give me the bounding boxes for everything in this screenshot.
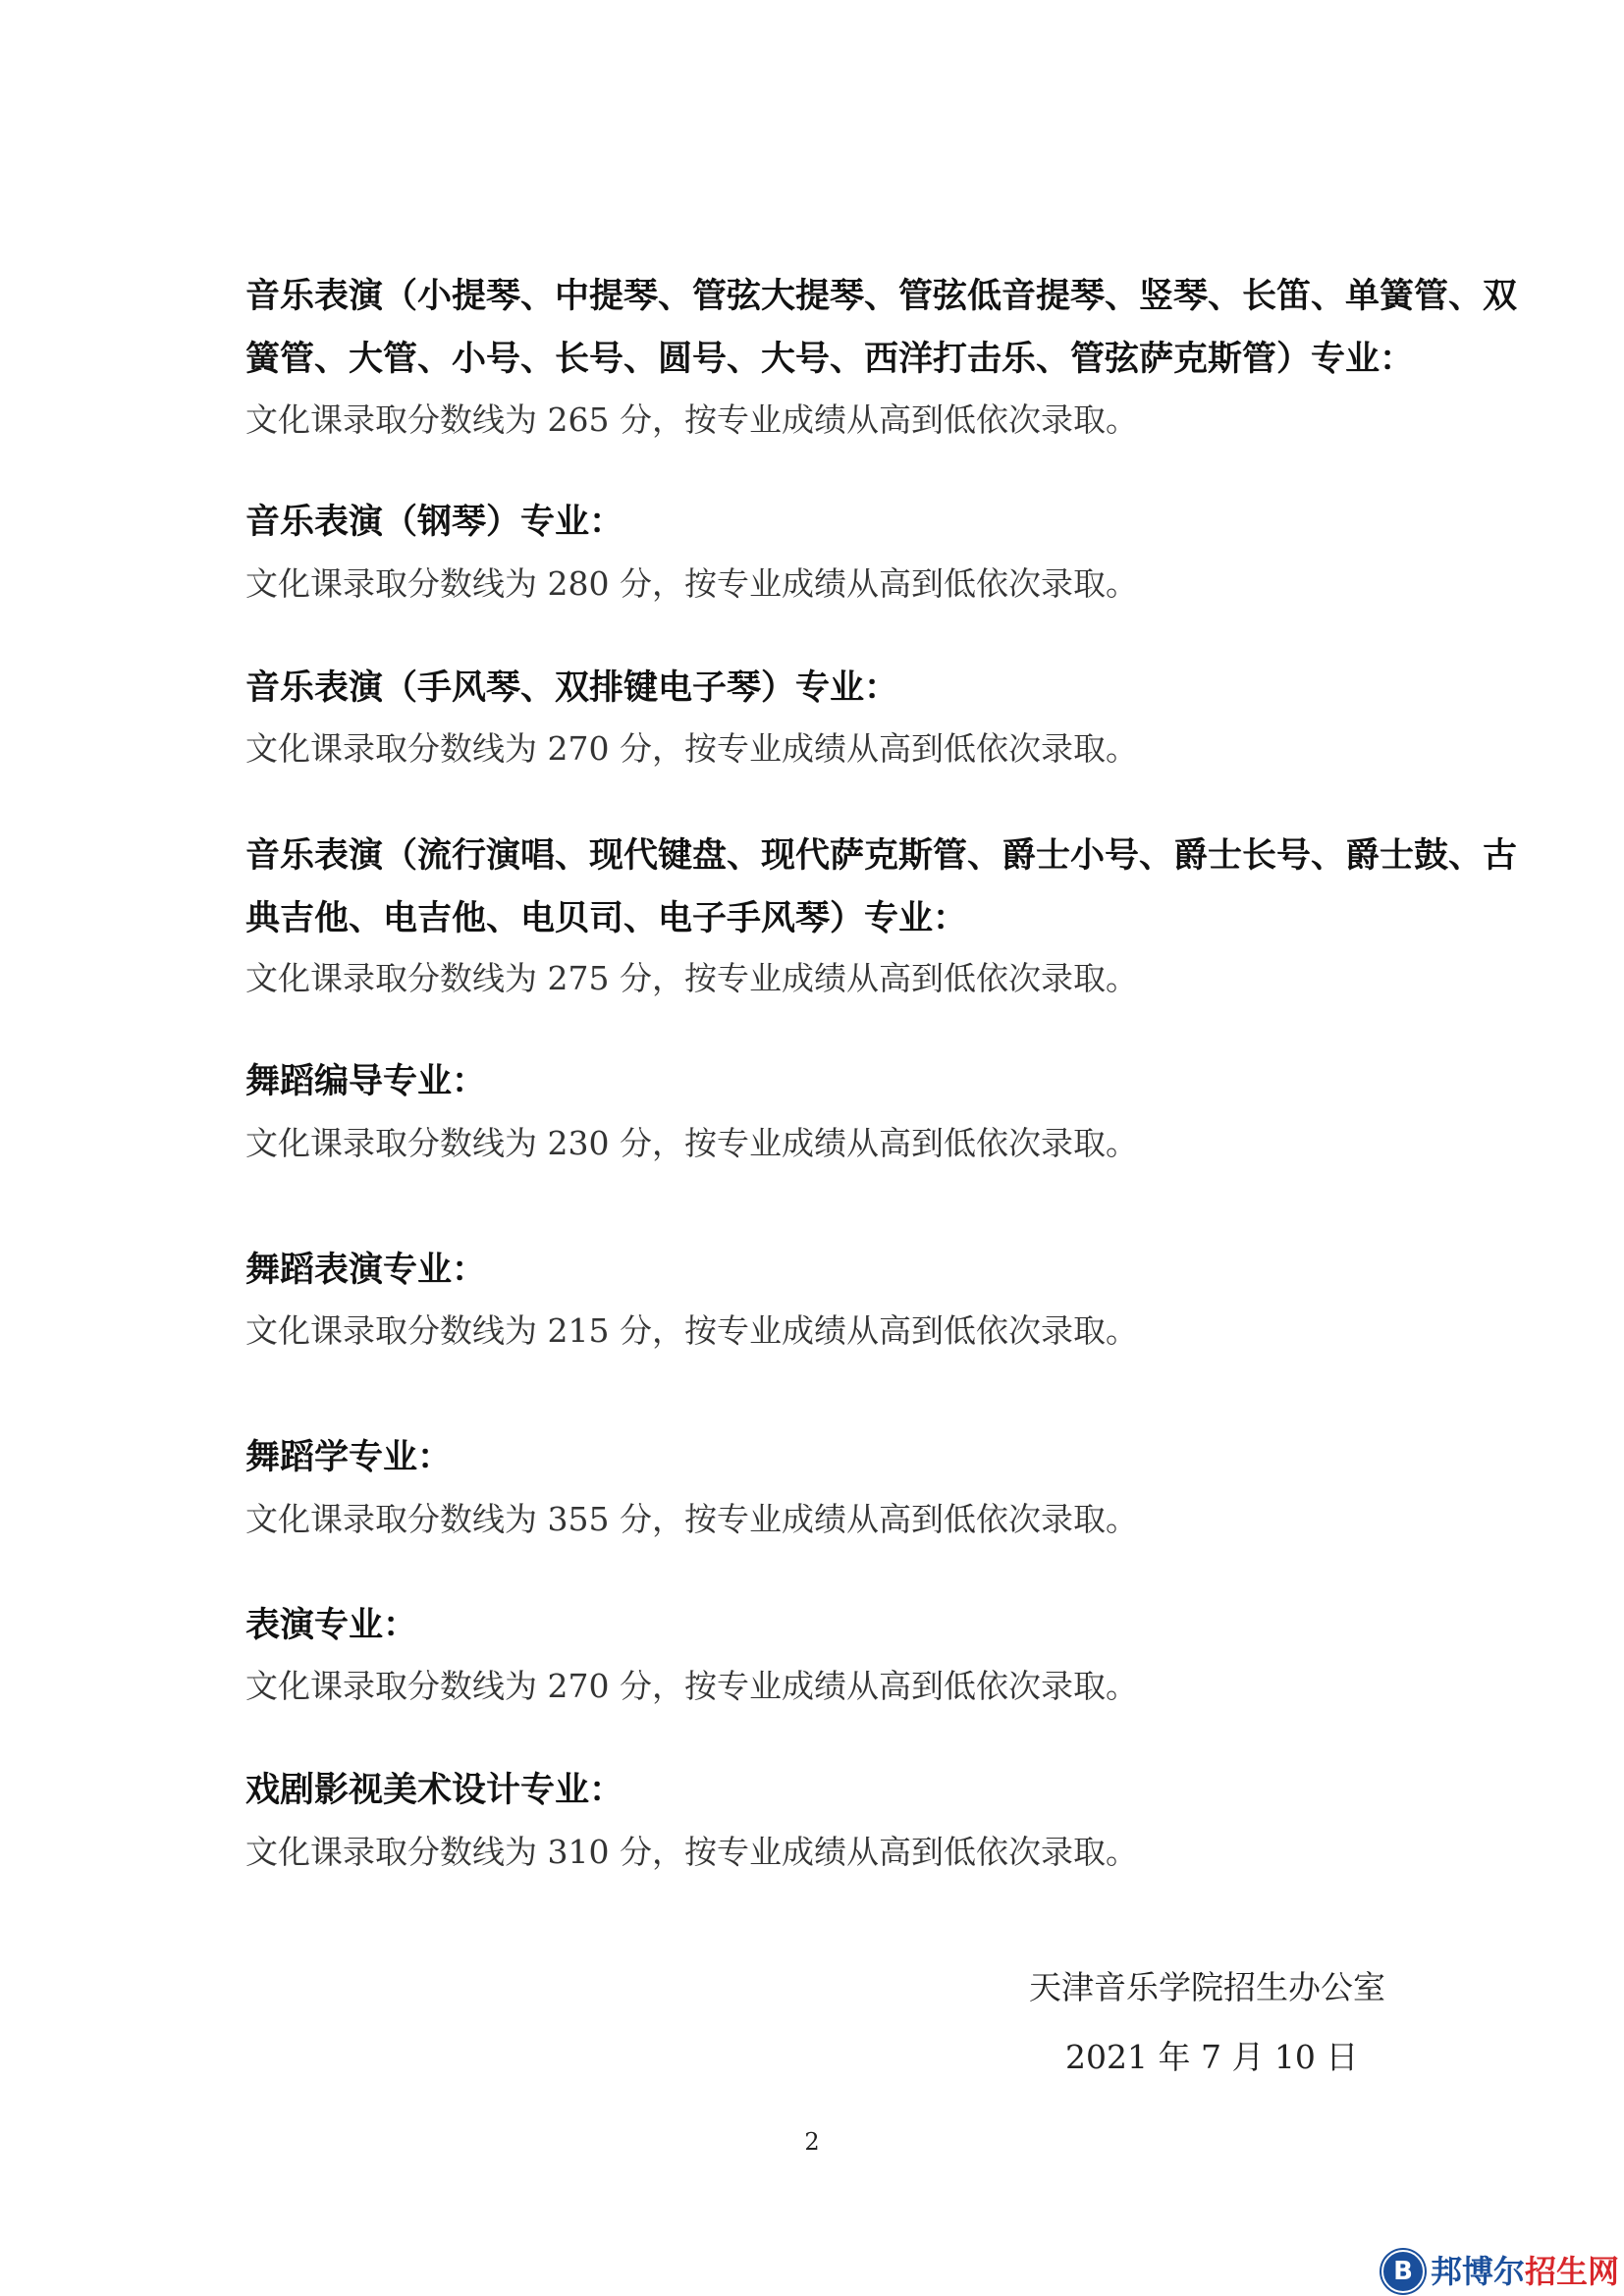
section-2-body: 文化课录取分数线为 280 分，按专业成绩从高到低依次录取。 [245,564,1138,603]
section-3-body: 文化课录取分数线为 270 分，按专业成绩从高到低依次录取。 [245,729,1138,768]
section-6-body: 文化课录取分数线为 215 分，按专业成绩从高到低依次录取。 [245,1311,1138,1350]
section-8-heading: 表演专业： [245,1606,418,1645]
section-9-body: 文化课录取分数线为 310 分，按专业成绩从高到低依次录取。 [245,1833,1138,1871]
watermark-text-part-2: 招生网 [1525,2253,1620,2290]
section-5-body: 文化课录取分数线为 230 分，按专业成绩从高到低依次录取。 [245,1124,1138,1162]
page-number: 2 [804,2128,820,2156]
section-6-heading: 舞蹈表演专业： [245,1251,487,1290]
section-4-heading-line-2: 典吉他、电吉他、电贝司、电子手风琴）专业： [245,899,968,938]
section-1-body: 文化课录取分数线为 265 分，按专业成绩从高到低依次录取。 [245,400,1138,439]
section-4-heading-line-1: 音乐表演（流行演唱、现代键盘、现代萨克斯管、爵士小号、爵士长号、爵士鼓、古 [245,836,1518,876]
section-1-heading-line-1: 音乐表演（小提琴、中提琴、管弦大提琴、管弦低音提琴、竖琴、长笛、单簧管、双 [245,277,1518,316]
watermark-logo-icon: B [1381,2250,1425,2293]
watermark-text-part-1: 邦博尔 [1431,2253,1526,2290]
section-3-heading: 音乐表演（手风琴、双排键电子琴）专业： [245,668,899,708]
section-9-heading: 戏剧影视美术设计专业： [245,1771,624,1810]
section-1-heading-line-2: 簧管、大管、小号、长号、圆号、大号、西洋打击乐、管弦萨克斯管）专业： [245,340,1415,379]
section-2-heading: 音乐表演（钢琴）专业： [245,503,624,542]
section-7-body: 文化课录取分数线为 355 分，按专业成绩从高到低依次录取。 [245,1500,1138,1538]
section-5-heading: 舞蹈编导专业： [245,1062,487,1101]
signature-office: 天津音乐学院招生办公室 [1029,1968,1385,2006]
section-4-body: 文化课录取分数线为 275 分，按专业成绩从高到低依次录取。 [245,959,1138,997]
site-watermark [1381,2250,1619,2293]
section-8-body: 文化课录取分数线为 270 分，按专业成绩从高到低依次录取。 [245,1667,1138,1705]
watermark-text [1431,2252,1619,2291]
signature-date: 2021 年 7 月 10 日 [1065,2038,1359,2076]
section-7-heading: 舞蹈学专业： [245,1438,453,1477]
